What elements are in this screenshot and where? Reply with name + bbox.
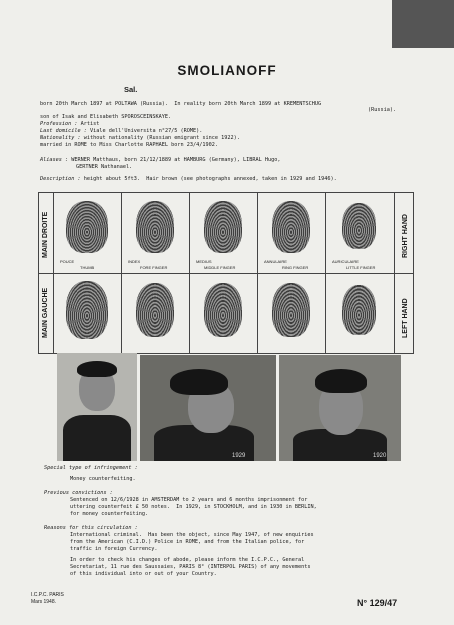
right-hand-label: RIGHT HAND (402, 214, 409, 258)
finger-label-en: LITTLE FINGER (346, 265, 376, 270)
aliases-value: WERNER Matthaus, born 21/12/1889 at HAMBURG (Germany), LIBRAL Hugo, (71, 157, 281, 163)
description-value: height about 5ft3. Hair brown (see photographs annexed, taken in 1929 and 1946). (83, 176, 337, 182)
print-right-ring (272, 201, 310, 253)
fingerprint-card (38, 192, 414, 354)
reasons-line-3: traffic in foreign Currency. (70, 546, 158, 552)
main-droite-label: MAIN DROITE (42, 211, 49, 258)
footer-date: Mars 1948. (31, 599, 57, 605)
profession-line (40, 121, 99, 128)
photo-1929 (57, 353, 137, 461)
reasons-line-2: from the American (C.I.D.) Police in ROME, and from the Italian police, for (70, 539, 305, 545)
parents-line: son of Isak and Elisabeth SPOROSCEINSKAYE. (40, 114, 172, 120)
reasons-line-1: International criminal. Has been the object, since May 1947, of new enquiries (70, 532, 314, 538)
main-gauche-label: MAIN GAUCHE (42, 287, 49, 338)
nationality-line (40, 135, 240, 142)
print-left-ring (272, 283, 310, 337)
finger-label-fr: MEDIUS (196, 259, 212, 264)
finger-cell-middle (189, 193, 258, 353)
finger-label-fr: POUCE (60, 259, 75, 264)
nationality-label: Nationality : (40, 135, 84, 141)
convictions-line-2: uttering counterfeit £ 50 notes. In 1929, in STOCKHOLM, and in 1930 in BERLIN, (70, 504, 317, 510)
print-right-thumb (66, 201, 108, 253)
aliases-cont: GERTNER Nathanael. (76, 164, 133, 170)
infringement-value: Money counterfeiting. (70, 476, 136, 482)
finger-label-fr: AURICULAIRE (332, 259, 359, 264)
photo-number: 1929 (232, 453, 246, 459)
photo-profile (140, 355, 276, 461)
finger-cell-index (121, 193, 190, 353)
finger-label-en: FORE FINGER (140, 265, 168, 270)
profession-value: Artist (80, 121, 100, 127)
reasons-label: Reasons for this circulation : (44, 525, 138, 531)
left-hand-label: LEFT HAND (402, 298, 409, 338)
finger-cell-thumb (53, 193, 122, 353)
convictions-line-1: Sentenced on 12/6/1928 in AMSTERDAM to 2 years and 6 months imprisonment for (70, 497, 308, 503)
reasons-line-5: Secretariat, 11 rue des Saussaies, PARIS 8° (INTERPOL PARIS) of any movements (70, 564, 311, 570)
aliases-line (40, 157, 281, 164)
married-line: married in ROME to Miss Charlotte RAPHAEL born 23/4/1902. (40, 142, 219, 148)
birth-line: born 20th March 1897 at POLTAWA (Russia). In reality born 20th March 1899 at KREMENTSCHUG (40, 101, 322, 107)
notice-subtitle: Sal. (124, 85, 138, 94)
reasons-line-6: of this individual into or out of your Country. (70, 571, 217, 577)
notice-title: SMOLIANOFF (177, 63, 277, 78)
print-left-thumb (66, 281, 108, 339)
aliases-label: Aliases : (40, 157, 72, 163)
nationality-value: without nationality (Russian emigrant since 1922). (83, 135, 240, 141)
finger-cell-ring (257, 193, 326, 353)
finger-label-fr: INDEX (128, 259, 141, 264)
print-left-middle (204, 283, 242, 337)
footer-org: I.C.P.C. PARIS (31, 592, 64, 598)
photo-hair (315, 369, 367, 393)
finger-label-en: MIDDLE FINGER (204, 265, 236, 270)
description-line (40, 176, 337, 183)
photo-front (279, 355, 401, 461)
birth-line-cont: (Russia). (368, 107, 397, 113)
convictions-label: Previous convictions : (44, 490, 113, 496)
reasons-line-4: In order to check his changes of abode, please inform the I.C.P.C., General (70, 557, 305, 563)
print-left-index (136, 283, 174, 337)
print-right-middle (204, 201, 242, 253)
domicile-value: Viale dell'Universita n°27/5 (ROME). (89, 128, 203, 134)
photo-hair (77, 361, 117, 377)
finger-label-en: THUMB (80, 265, 95, 270)
photo-number: 1920 (373, 453, 387, 459)
profession-label: Profession : (40, 121, 81, 127)
finger-label-en: RING FINGER (282, 265, 309, 270)
infringement-label: Special type of infringement : (44, 465, 138, 471)
reference-number: N° 129/47 (357, 598, 398, 608)
print-right-little (342, 203, 376, 249)
scan-corner-shadow (392, 0, 454, 48)
finger-cell-little (325, 193, 395, 353)
print-left-little (342, 285, 376, 335)
photo-suit (63, 415, 131, 461)
print-right-index (136, 201, 174, 253)
photo-hair (170, 369, 228, 395)
domicile-label: Last domicile : (40, 128, 90, 134)
convictions-line-3: for money counterfeiting. (70, 511, 149, 517)
finger-label-fr: ANNULAIRE (264, 259, 287, 264)
description-label: Description : (40, 176, 84, 182)
domicile-line (40, 128, 202, 135)
